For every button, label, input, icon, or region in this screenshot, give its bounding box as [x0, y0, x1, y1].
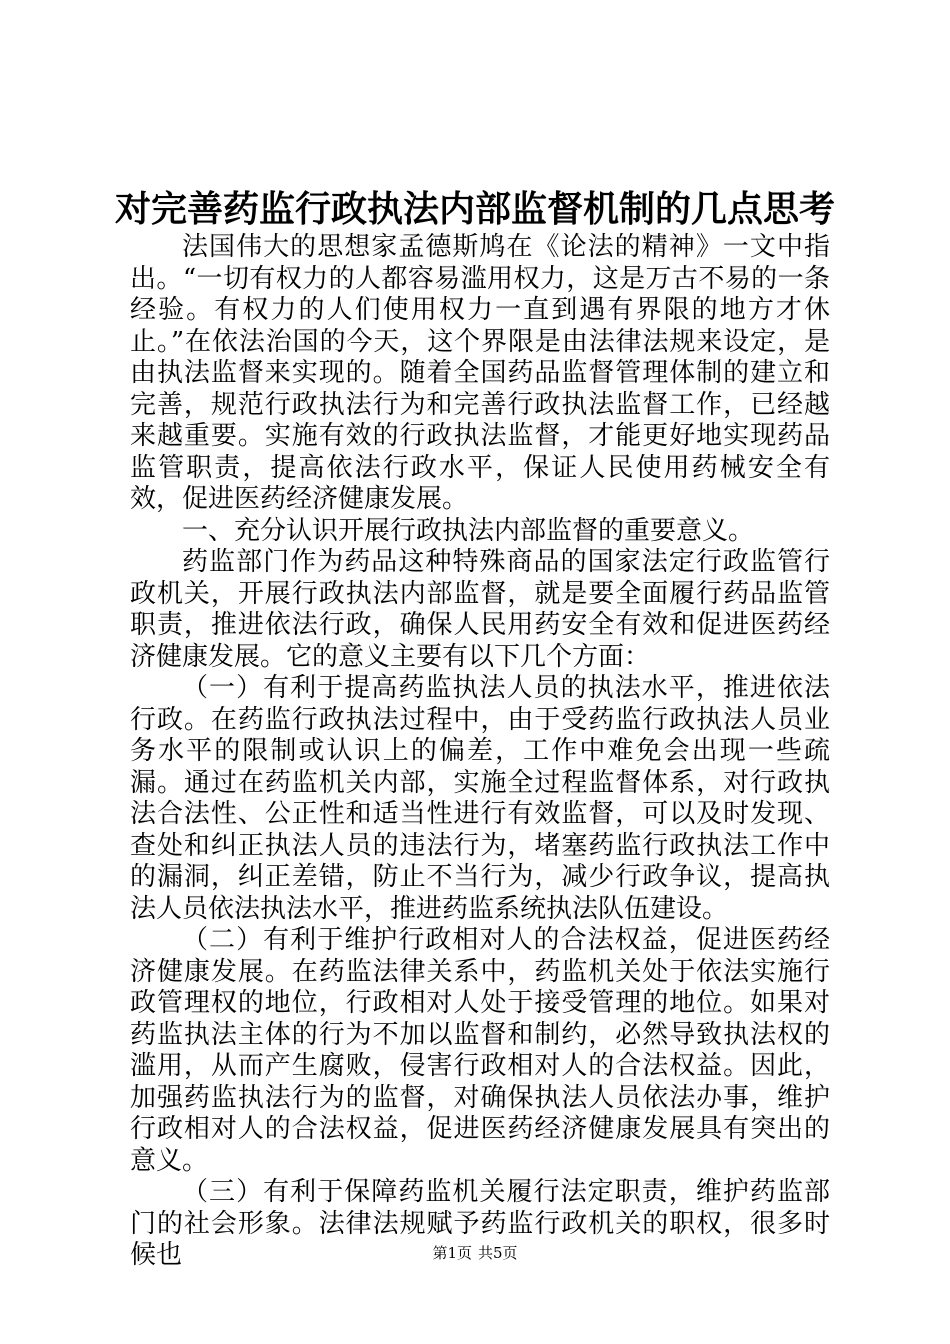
- section-heading-1: 一、充分认识开展行政执法内部监督的重要意义。: [182, 515, 755, 546]
- paragraph-point-2: （二）有利于维护行政相对人的合法权益，促进医药经济健康发展。在药监法律关系中，药监机关处于依法实施行政管理权的地位，行政相对人处于接受管理的地位。如果对药监执法主体的行为不加以监督和制约，必然导致执法权的滥用，从而产生腐败，侵害行政相对人的合法权益。因此，加强药监执法行为的监督，对确保执法人员依法办事，维护行政相对人的合法权益，促进医药经济健康发展具有突出的意义。: [130, 925, 830, 1176]
- paragraph-point-3: （三）有利于保障药监机关履行法定职责，维护药监部门的社会形象。法律法规赋予药监行政机关的职权，很多时候也: [130, 1177, 830, 1270]
- document-title: 对完善药监行政执法内部监督机制的几点思考: [114, 189, 835, 230]
- page-total: 共5页: [478, 1244, 518, 1262]
- paragraph-intro: 法国伟大的思想家孟德斯鸠在《论法的精神》一文中指出。“一切有权力的人都容易滥用权力，这是万古不易的一条经验。有权力的人们使用权力一直到遇有界限的地方才休止。”在依法治国的今天，这个界限是由法律法规来设定，是由执法监督来实现的。随着全国药品监督管理体制的建立和完善，规范行政执法行为和完善行政执法监督工作，已经越来越重要。实施有效的行政执法监督，才能更好地实现药品监管职责，提高依法行政水平，保证人民使用药械安全有效，促进医药经济健康发展。: [130, 232, 830, 514]
- paragraph-significance: 药监部门作为药品这种特殊商品的国家法定行政监管行政机关，开展行政执法内部监督，就是要全面履行药品监管职责，推进依法行政，确保人民用药安全有效和促进医药经济健康发展。它的意义主要有以下几个方面：: [130, 547, 830, 672]
- paragraph-point-1: （一）有利于提高药监执法人员的执法水平，推进依法行政。在药监行政执法过程中，由于受药监行政执法人员业务水平的限制或认识上的偏差，工作中难免会出现一些疏漏。通过在药监机关内部，实施全过程监督体系，对行政执法合法性、公正性和适当性进行有效监督，可以及时发现、查处和纠正执法人员的违法行为，堵塞药监行政执法工作中的漏洞，纠正差错，防止不当行为，减少行政争议，提高执法人员依法执法水平，推进药监系统执法队伍建设。: [130, 673, 830, 924]
- page-footer: [0, 1242, 950, 1264]
- document-body: [130, 232, 830, 1272]
- page-number: 第1页: [432, 1244, 472, 1262]
